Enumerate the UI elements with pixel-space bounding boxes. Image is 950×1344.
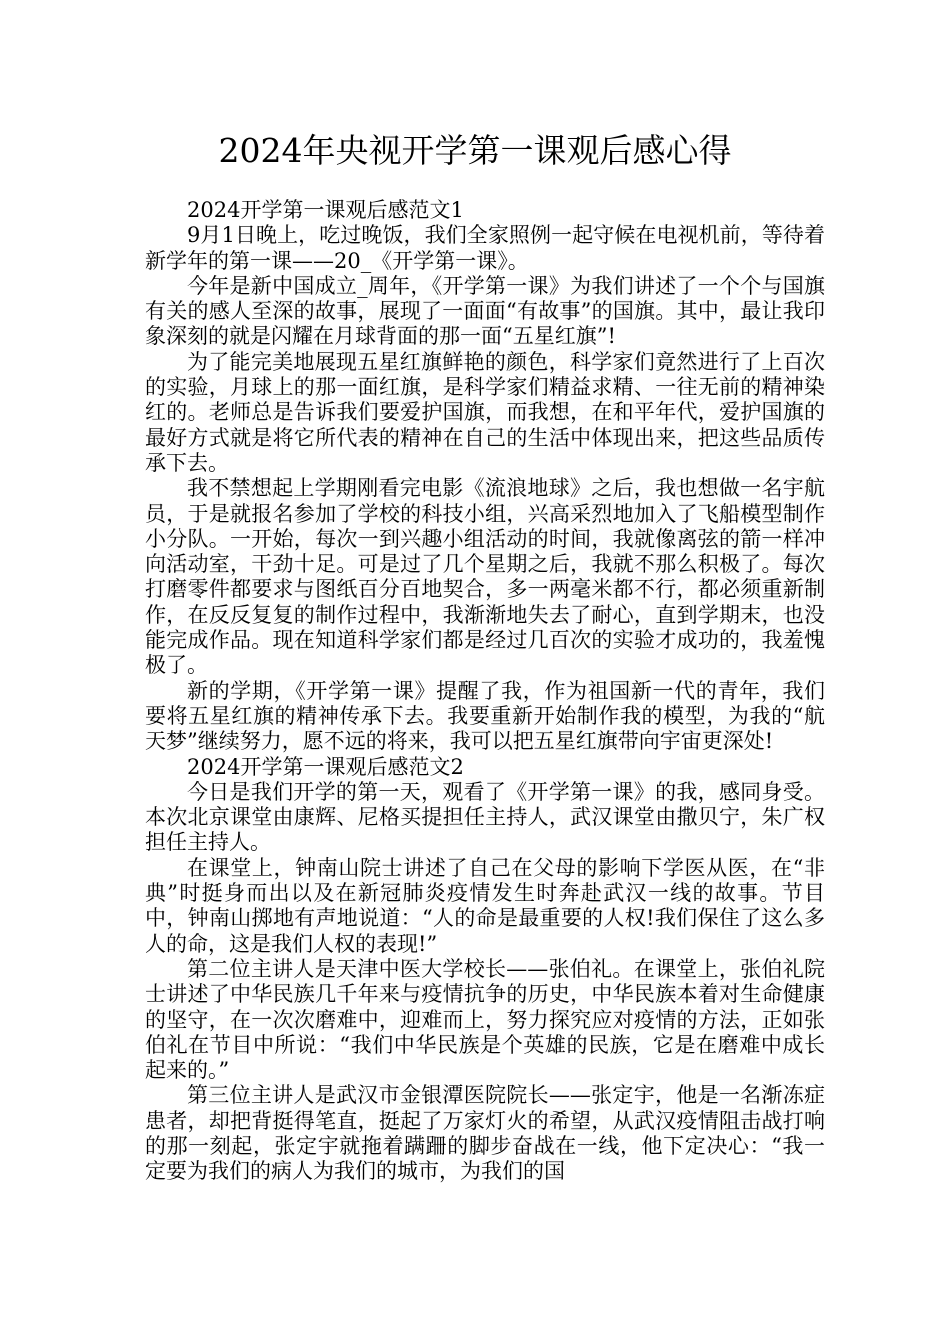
section-heading-1: 2024开学第一课观后感范文1	[187, 198, 464, 222]
paragraph: 9月1日晚上，吃过晚饭，我们全家照例一起守候在电视机前，等待着新学年的第一课——20_《开学第一课》。	[145, 223, 825, 273]
paragraph: 我不禁想起上学期刚看完电影《流浪地球》之后，我也想做一名宇航员，于是就报名参加了学校的科技小组，兴高采烈地加入了飞船模型制作小分队。一开始，每次一到兴趣小组活动的时间，我就像离弦的箭一样冲向活动室，干劲十足。可是过了几个星期之后，我就不那么积极了。每次打磨零件都要求与图纸百分百地契合，多一两毫米都不行，都必须重新制作，在反反复复的制作过程中，我渐渐地失去了耐心，直到学期末，也没能完成作品。现在知道科学家们都是经过几百次的实验才成功的，我羞愧极了。	[145, 476, 825, 678]
section-heading-2: 2024开学第一课观后感范文2	[187, 754, 464, 779]
paragraph: 新的学期，《开学第一课》提醒了我，作为祖国新一代的青年，我们要将五星红旗的精神传承下去。我要重新开始制作我的模型，为我的“航天梦”继续努力，愿不远的将来，我可以把五星红旗带向宇宙更深处!	[145, 678, 825, 754]
page-title: 2024年央视开学第一课观后感心得	[218, 131, 732, 170]
paragraph: 为了能完美地展现五星红旗鲜艳的颜色，科学家们竟然进行了上百次的实验，月球上的那一面红旗，是科学家们精益求精、一往无前的精神染红的。老师总是告诉我们要爱护国旗，而我想，在和平年代，爱护国旗的最好方式就是将它所代表的精神在自己的生活中体现出来，把这些品质传承下去。	[145, 349, 825, 475]
document-body	[145, 198, 825, 1185]
paragraph: 在课堂上，钟南山院士讲述了自己在父母的影响下学医从医，在“非典”时挺身而出以及在新冠肺炎疫情发生时奔赴武汉一线的故事。节目中，钟南山掷地有声地说道：“人的命是最重要的人权!我们保住了这么多人的命，这是我们人权的表现!”	[145, 855, 825, 956]
paragraph: 今年是新中国成立_周年，《开学第一课》为我们讲述了一个个与国旗有关的感人至深的故事，展现了一面面“有故事”的国旗。其中，最让我印象深刻的就是闪耀在月球背面的那一面“五星红旗”!	[145, 273, 825, 349]
paragraph: 今日是我们开学的第一天，观看了《开学第一课》的我，感同身受。本次北京课堂由康辉、尼格买提担任主持人，武汉课堂由撒贝宁，朱广权担任主持人。	[145, 779, 825, 855]
paragraph: 第二位主讲人是天津中医大学校长——张伯礼。在课堂上，张伯礼院士讲述了中华民族几千年来与疫情抗争的历史，中华民族本着对生命健康的坚守，在一次次磨难中，迎难而上，努力探究应对疫情的方法，正如张伯礼在节目中所说：“我们中华民族是个英雄的民族，它是在磨难中成长起来的。”	[145, 956, 825, 1083]
paragraph: 第三位主讲人是武汉市金银潭医院院长——张定宇，他是一名渐冻症患者，却把背挺得笔直，挺起了万家灯火的希望，从武汉疫情阻击战打响的那一刻起，张定宇就拖着蹒跚的脚步奋战在一线，他下定决心：“我一定要为我们的病人为我们的城市，为我们的国	[145, 1083, 825, 1184]
